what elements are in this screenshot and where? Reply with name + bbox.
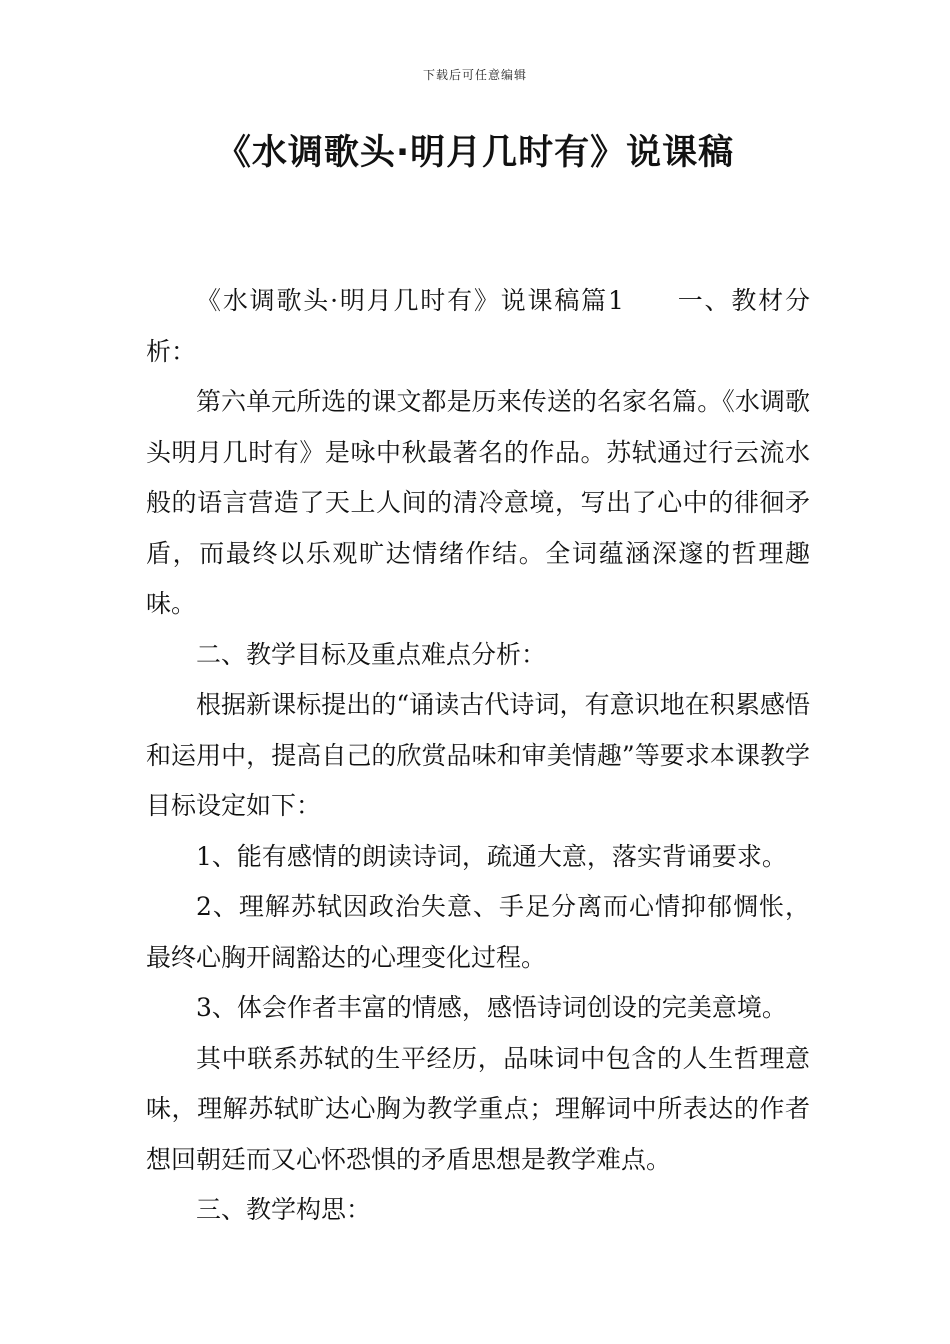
objective-item-3: 3、体会作者丰富的情感，感悟诗词创设的完美意境。 — [196, 993, 787, 1022]
section-heading-objectives: 二、教学目标及重点难点分析： — [196, 639, 547, 669]
intro-heading: 《水调歌头·明月几时有》说课稿篇1 — [196, 286, 624, 315]
document-body — [146, 276, 810, 1236]
header-note: 下载后可任意编辑 — [422, 68, 527, 82]
objective-item-2: 2、理解苏轼因政治失意、手足分离而心情抑郁惆怅，最终心胸开阔豁达的心理变化过程。 — [146, 892, 810, 972]
section-heading-teaching-material: 一、教材分析： — [146, 286, 810, 366]
document-title: 《水调歌头·明月几时有》说课稿 — [215, 133, 735, 173]
section-heading-teaching-design: 三、教学构思： — [196, 1195, 372, 1224]
intro-paragraph — [146, 276, 810, 377]
objective-item-1: 1、能有感情的朗读诗词，疏通大意，落实背诵要求。 — [196, 841, 787, 871]
paragraph-objectives-intro: 根据新课标提出的“诵读古代诗词，有意识地在积累感悟和运用中，提高自己的欣赏品味和审美情趣”等要求本课教学目标设定如下： — [146, 690, 810, 820]
paragraph-key-points: 其中联系苏轼的生平经历，品味词中包含的人生哲理意味，理解苏轼旷达心胸为教学重点；理解词中所表达的作者想回朝廷而又心怀恐惧的矛盾思想是教学难点。 — [146, 1043, 810, 1174]
paragraph-material-analysis: 第六单元所选的课文都是历来传送的名家名篇。《水调歌头明月几时有》是咏中秋最著名的作品。苏轼通过行云流水般的语言营造了天上人间的清冷意境，写出了心中的徘徊矛盾，而最终以乐观旷达情绪作结。全词蕴涵深邃的哲理趣味。 — [146, 387, 810, 618]
